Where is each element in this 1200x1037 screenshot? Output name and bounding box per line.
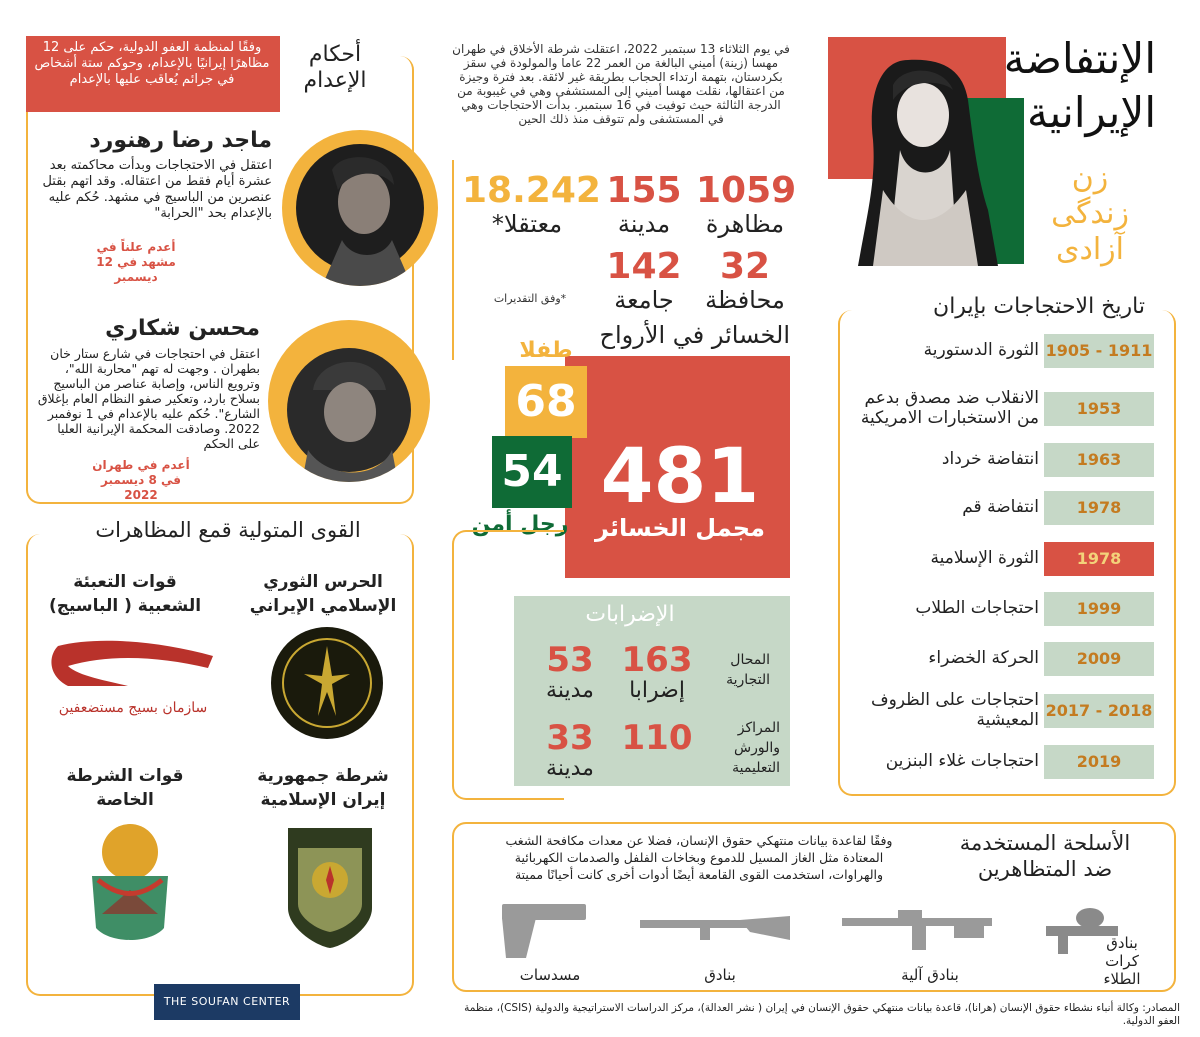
timeline-item-label: انتفاضة خرداد xyxy=(941,449,1039,469)
timeline-item-year: 1953 xyxy=(1044,392,1154,426)
total-label: مجمل الخسائر xyxy=(595,514,765,542)
person1-bio: اعتقل في الاحتجاجات وبدأت محاكمته بعد عشرة أيام فقط من اعتقاله. وقد اتهم بقتل عنصرين من الباسيج في مشهد. حُكم عليه بالإعدام بحد "الحرابة" xyxy=(42,158,272,221)
timeline-item-year: 1999 xyxy=(1044,592,1154,626)
strikes-row1-cities xyxy=(530,642,610,704)
intro-text: في يوم الثلاثاء 13 سبتمبر 2022، اعتقلت شرطة الأخلاق في طهران مهسا (زينة) أميني البالغة من العمر 22 عاما والمولودة في سقز بكردستان، بتهمة ارتداء الحجاب بطريقة غير لائقة. بعد فترة وجيزة من اعتقالها، نقلت مهسا أميني إلى المستشفى وهي في غيبوبة من الدرجة الثالثة حيث توفيت في 16 سبتمبر. بدأت الاحتجاجات وهي في المستشفى ولم تتوقف منذ ذلك الحين xyxy=(452,42,790,126)
stat-protests-value: 1059 xyxy=(696,170,797,211)
weapons-text: وفقًا لقاعدة بيانات منتهكي حقوق الإنسان، فضلا عن معدات مكافحة الشغب المعتادة مثل الغاز المسيل للدموع وبخاخات الفلفل والصدمات الكهربائية والهراوات، استخدمت القوى القامعة أيضًا أدوات أخرى كانت أحيانًا مميتة xyxy=(505,833,893,882)
timeline-item-label: الانقلاب ضد مصدق بدعم من الاستخبارات الامريكية xyxy=(860,388,1039,428)
title-line2: الإيرانية xyxy=(1026,88,1156,137)
pistols-label: مسدسات xyxy=(519,966,581,984)
timeline-item-year: 2017 - 2018 xyxy=(1044,694,1154,728)
stat-detainees-label: معتقلا* xyxy=(491,210,563,238)
person2-photo xyxy=(268,320,430,482)
police-emblem xyxy=(284,818,376,950)
soufan-logo xyxy=(154,984,300,1020)
paintball-label: بنادق كرات الطلاء xyxy=(1103,934,1141,988)
timeline-item-label: الثورة الدستورية xyxy=(923,340,1039,360)
strikes-row1-cities-number: 53 xyxy=(546,640,594,680)
slogan-line3: آزادی xyxy=(1056,232,1124,267)
basij-label: قوات التعبئة الشعبية ( الباسيج) xyxy=(48,572,202,616)
timeline-item-label: احتجاجات على الظروف المعيشية xyxy=(870,690,1039,730)
strikes-row2-number: 110 xyxy=(621,718,693,758)
timeline-item xyxy=(848,388,1154,428)
strikes-row2-value xyxy=(616,720,698,756)
person2-fate: أعدم في طهران في 8 ديسمبر 2022 xyxy=(92,458,190,502)
stat-detainees-value: 18.242 xyxy=(462,170,601,211)
person2-name: محسن شكاري xyxy=(105,316,260,341)
irgc-emblem xyxy=(270,626,384,740)
main-title xyxy=(1000,32,1156,140)
slogan-line1: زن xyxy=(1071,160,1109,195)
security-value: 54 xyxy=(501,446,563,497)
strikes-row1-sub: إضرابا xyxy=(629,678,685,703)
soufan-logo-text: THE SOUFAN CENTER xyxy=(163,995,291,1008)
stat-provinces xyxy=(696,248,794,314)
title-line1: الإنتفاضة xyxy=(1003,34,1156,83)
automatic-label: بنادق آلية xyxy=(901,966,959,984)
executions-heading xyxy=(280,42,390,94)
timeline-item-year: 1963 xyxy=(1044,443,1154,477)
timeline-item-year: 2019 xyxy=(1044,745,1154,779)
stat-cities-value: 155 xyxy=(606,170,682,211)
weapons-heading-l1: الأسلحة المستخدمة xyxy=(959,831,1131,855)
strikes-row1-cities-label: مدينة xyxy=(546,678,594,703)
strikes-row2-cities-label: مدينة xyxy=(546,756,594,781)
timeline-item xyxy=(848,443,1154,477)
timeline-item-label: الثورة الإسلامية xyxy=(930,548,1039,568)
total-value: 481 xyxy=(600,431,760,520)
timeline-item xyxy=(848,690,1154,730)
irgc-label: الحرس الثوري الإسلامي الإيراني xyxy=(249,572,397,616)
special-label: قوات الشرطة الخاصة xyxy=(66,766,184,810)
slogan xyxy=(1040,160,1140,268)
timeline-item xyxy=(848,745,1154,779)
pistol-icon xyxy=(496,900,592,960)
timeline-item xyxy=(848,642,1154,676)
person2-bio: اعتقل في احتجاجات في شارع ستار خان بطهران . وجهت له تهم "محاربة الله"، وترويع الناس، وإصابة عناصر من الباسيج بسلاح بارد، وتعكير صفو النظام العام بإغلاق الشارع". حُكم عليه بالإعدام في 1 نوفمبر 2022. وصادقت المحكمة الإيرانية العليا على الحكم xyxy=(37,346,260,451)
executions-heading-l1: أحكام xyxy=(308,42,362,67)
portrait-mahsa xyxy=(848,40,998,266)
timeline-item-year: 1978 xyxy=(1044,542,1154,576)
stats-note: *وفق التقديرات xyxy=(493,292,567,305)
timeline-item-label: انتفاضة قم xyxy=(962,497,1039,517)
strikes-row2-cities xyxy=(530,720,610,782)
strikes-row1-value xyxy=(616,642,698,704)
stat-universities xyxy=(598,248,690,314)
strikes-heading: الإضرابات xyxy=(585,602,675,627)
stat-cities-label: مدينة xyxy=(617,210,671,238)
special-police-emblem xyxy=(80,818,180,954)
timeline-item-year: 1978 xyxy=(1044,491,1154,525)
timeline-item-label: احتجاجات الطلاب xyxy=(915,598,1039,618)
timeline-item xyxy=(848,592,1154,626)
children-value: 68 xyxy=(515,376,577,427)
strikes-row1-number: 163 xyxy=(621,640,693,680)
casualties-heading: الخسائر في الأرواح xyxy=(599,321,790,349)
timeline-heading: تاريخ الاحتجاجات بإيران xyxy=(922,294,1156,319)
executions-banner: وفقًا لمنظمة العفو الدولية، حكم على 12 مظاهرًا إيرانيًا بالإعدام، وحوكم ستة أشخاص في جرائم يُعاقب عليها بالإعدام xyxy=(34,40,270,87)
sources-text: المصادر: وكالة أنباء نشطاء حقوق الإنسان (هرانا)، قاعدة بيانات منتهكي حقوق الإنسان في إيران ( نشر العدالة)، مركز الدراسات الاستراتيجية والدولية (CSIS)، منظمة العفو الدولية. xyxy=(464,1002,1180,1027)
stat-detainees xyxy=(462,170,601,238)
basij-logo-text: سازمان بسیج مستضعفین xyxy=(58,700,208,716)
basij-logo xyxy=(48,636,218,726)
timeline-item-year: 1905 - 1911 xyxy=(1044,334,1154,368)
stat-protests xyxy=(696,170,797,238)
rifle-icon xyxy=(640,908,790,948)
stat-universities-label: جامعة xyxy=(614,286,674,314)
weapons-heading-l2: ضد المتظاهرين xyxy=(977,857,1113,881)
person1-name: ماجد رضا رهنورد xyxy=(89,128,272,153)
strikes-row2-cities-number: 33 xyxy=(546,718,594,758)
police-label: شرطة جمهورية إيران الإسلامية xyxy=(257,766,389,810)
stat-universities-value: 142 xyxy=(606,246,682,287)
timeline-item-year: 2009 xyxy=(1044,642,1154,676)
forces-heading: القوى المتولية قمع المظاهرات xyxy=(58,518,398,542)
slogan-line2: زندگی xyxy=(1051,196,1129,231)
person1-fate: أعدم علناً في مشهد في 12 ديسمبر xyxy=(96,240,176,284)
security-label: رجل أمن xyxy=(471,512,569,537)
timeline-item-label: الحركة الخضراء xyxy=(928,648,1039,668)
timeline-item xyxy=(848,334,1154,368)
automatic-rifle-icon xyxy=(842,904,1002,954)
person1-photo xyxy=(282,130,438,286)
timeline-item xyxy=(848,542,1154,576)
stat-cities xyxy=(598,172,690,238)
stat-provinces-label: محافظة xyxy=(705,286,785,314)
stat-protests-label: مظاهرة xyxy=(705,210,785,238)
stat-provinces-value: 32 xyxy=(719,246,771,287)
strikes-row2-label: المراكز والورش التعليمية xyxy=(732,720,780,776)
rifles-label: بنادق xyxy=(704,966,736,984)
weapons-heading xyxy=(940,830,1150,882)
timeline-item-label: احتجاجات غلاء البنزين xyxy=(885,751,1039,771)
strikes-row1-label: المحال التجارية xyxy=(726,652,770,688)
children-label: طفلا xyxy=(519,338,573,363)
executions-heading-l2: الإعدام xyxy=(303,68,367,93)
timeline-item xyxy=(848,491,1154,525)
